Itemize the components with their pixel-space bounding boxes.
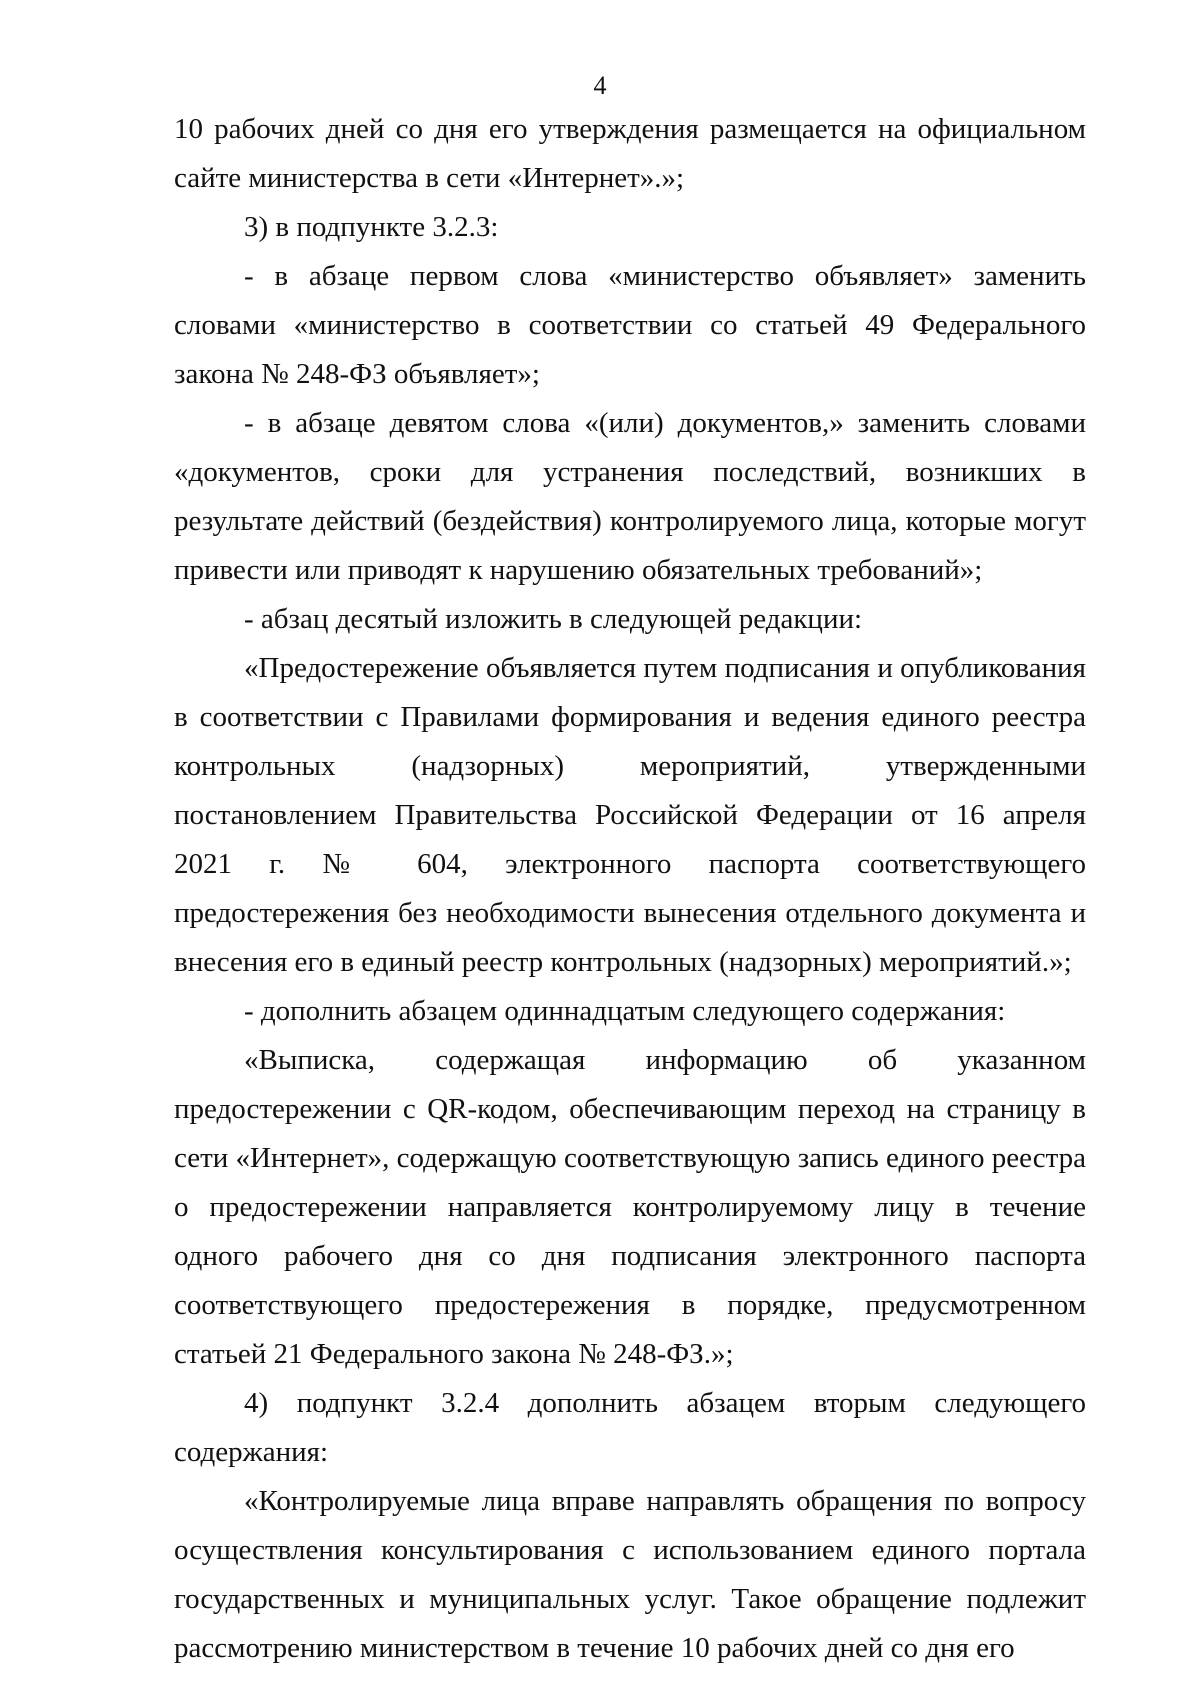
- paragraph-amend-tenth-abzac: - абзац десятый изложить в следующей редакции:: [244, 603, 863, 635]
- paragraph-item-4: 4) подпункт 3.2.4 дополнить абзацем вторым следующего содержания:: [174, 1387, 1086, 1468]
- paragraph-quote-extract: «Выписка, содержащая информацию об указанном предостережении с QR-кодом, обеспечивающим переход на страницу в сети «Интернет», содержащую соответствующую запись единого реестра о предостережении направляется контролируемому лицу в течение одного рабочего дня со дня подписания электронного паспорта соответствующего предостережения в порядке, предусмотренном статьей 21 Федерального закона № 248-ФЗ.»;: [174, 1044, 1086, 1370]
- paragraph-continuation: 10 рабочих дней со дня его утверждения размещается на официальном сайте министерства в сети «Интернет».»;: [174, 113, 1086, 194]
- paragraph-quote-warning: «Предостережение объявляется путем подписания и опубликования в соответствии с Правилами формирования и ведения единого реестра контрольных (надзорных) мероприятий, утвержденными постановлением Правительства Российской Федерации от 16 апреля 2021 г. № 604, электронного паспорта соответствующего предостережения без необходимости вынесения отдельного документа и внесения его в единый реестр контрольных (надзорных) мероприятий.»;: [174, 652, 1086, 978]
- page-number: 4: [593, 71, 607, 100]
- document-body: [174, 105, 1086, 1673]
- paragraph-add-eleventh-abzac: - дополнить абзацем одиннадцатым следующего содержания:: [244, 995, 1006, 1027]
- paragraph-item-3: 3) в подпункте 3.2.3:: [244, 211, 499, 243]
- paragraph-quote-consulting: «Контролируемые лица вправе направлять обращения по вопросу осуществления консультирования с использованием единого портала государственных и муниципальных услуг. Такое обращение подлежит рассмотрению министерством в течение 10 рабочих дней со дня его: [174, 1485, 1086, 1664]
- paragraph-amend-ninth-abzac: - в абзаце девятом слова «(или) документов,» заменить словами «документов, сроки для устранения последствий, возникших в результате действий (бездействия) контролируемого лица, которые могут привести или приводят к нарушению обязательных требований»;: [174, 407, 1086, 586]
- paragraph-amend-first-abzac: - в абзаце первом слова «министерство объявляет» заменить словами «министерство в соответствии со статьей 49 Федерального закона № 248-ФЗ объявляет»;: [174, 260, 1086, 390]
